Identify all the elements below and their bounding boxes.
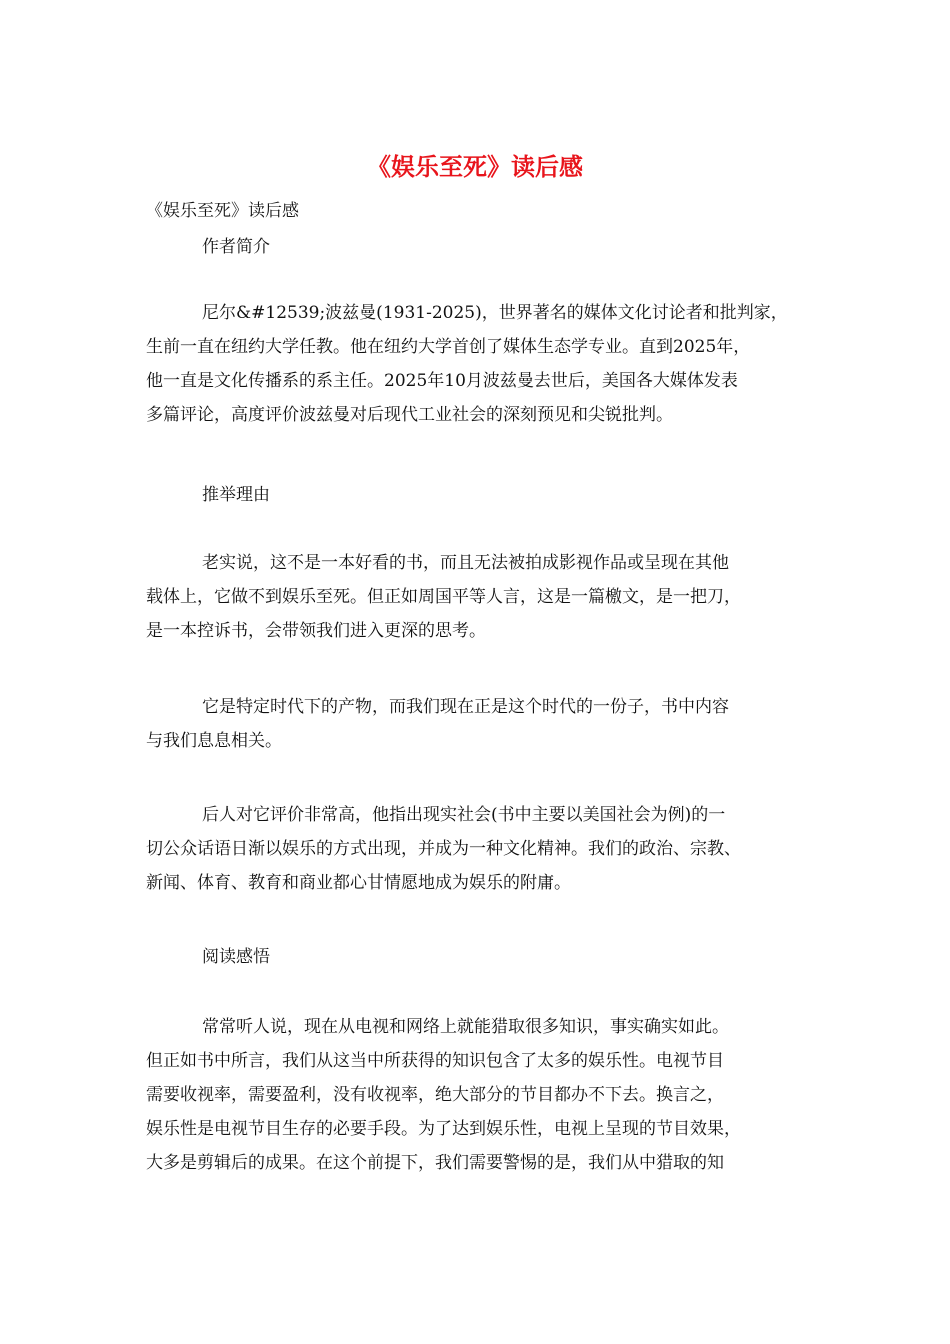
paragraph-line: 新闻、体育、教育和商业都心甘情愿地成为娱乐的附庸。 (146, 873, 571, 893)
paragraph-line: 常常听人说，现在从电视和网络上就能猎取很多知识，事实确实如此。 (202, 1017, 729, 1037)
paragraph-reading (146, 1010, 806, 1180)
paragraph-reason-3 (146, 798, 806, 900)
paragraph-author (146, 296, 806, 432)
paragraph-line: 是一本控诉书，会带领我们进入更深的思考。 (146, 621, 486, 641)
document-title: 《娱乐至死》读后感 (367, 152, 583, 181)
paragraph-line: 生前一直在纽约大学任教。他在纽约大学首创了媒体生态学专业。直到2025年， (146, 337, 751, 357)
paragraph-line: 后人对它评价非常高，他指出现实社会(书中主要以美国社会为例)的一 (202, 805, 726, 825)
paragraph-line: 但正如书中所言，我们从这当中所获得的知识包含了太多的娱乐性。电视节目 (146, 1051, 724, 1071)
document-subtitle: 《娱乐至死》读后感 (146, 201, 299, 221)
paragraph-line: 大多是剪辑后的成果。在这个前提下，我们需要警惕的是，我们从中猎取的知 (146, 1153, 724, 1173)
section-heading-reason: 推举理由 (202, 485, 270, 505)
paragraph-line: 老实说，这不是一本好看的书，而且无法被拍成影视作品或呈现在其他 (202, 553, 729, 573)
section-heading-author: 作者简介 (202, 237, 270, 257)
paragraph-line: 尼尔&#12539;波兹曼(1931-2025)，世界著名的媒体文化讨论者和批判家， (202, 303, 788, 323)
paragraph-line: 他一直是文化传播系的系主任。2025年10月波兹曼去世后，美国各大媒体发表 (146, 371, 738, 391)
paragraph-reason-2 (146, 690, 806, 758)
paragraph-reason-1 (146, 546, 806, 648)
paragraph-line: 切公众话语日渐以娱乐的方式出现，并成为一种文化精神。我们的政治、宗教、 (146, 839, 741, 859)
paragraph-line: 与我们息息相关。 (146, 731, 282, 751)
paragraph-line: 需要收视率，需要盈利，没有收视率，绝大部分的节目都办不下去。换言之， (146, 1085, 724, 1105)
paragraph-line: 它是特定时代下的产物，而我们现在正是这个时代的一份子，书中内容 (202, 697, 729, 717)
paragraph-line: 载体上，它做不到娱乐至死。但正如周国平等人言，这是一篇檄文，是一把刀， (146, 587, 741, 607)
section-heading-reading: 阅读感悟 (202, 947, 270, 967)
paragraph-line: 娱乐性是电视节目生存的必要手段。为了达到娱乐性，电视上呈现的节目效果， (146, 1119, 741, 1139)
paragraph-line: 多篇评论，高度评价波兹曼对后现代工业社会的深刻预见和尖锐批判。 (146, 405, 673, 425)
